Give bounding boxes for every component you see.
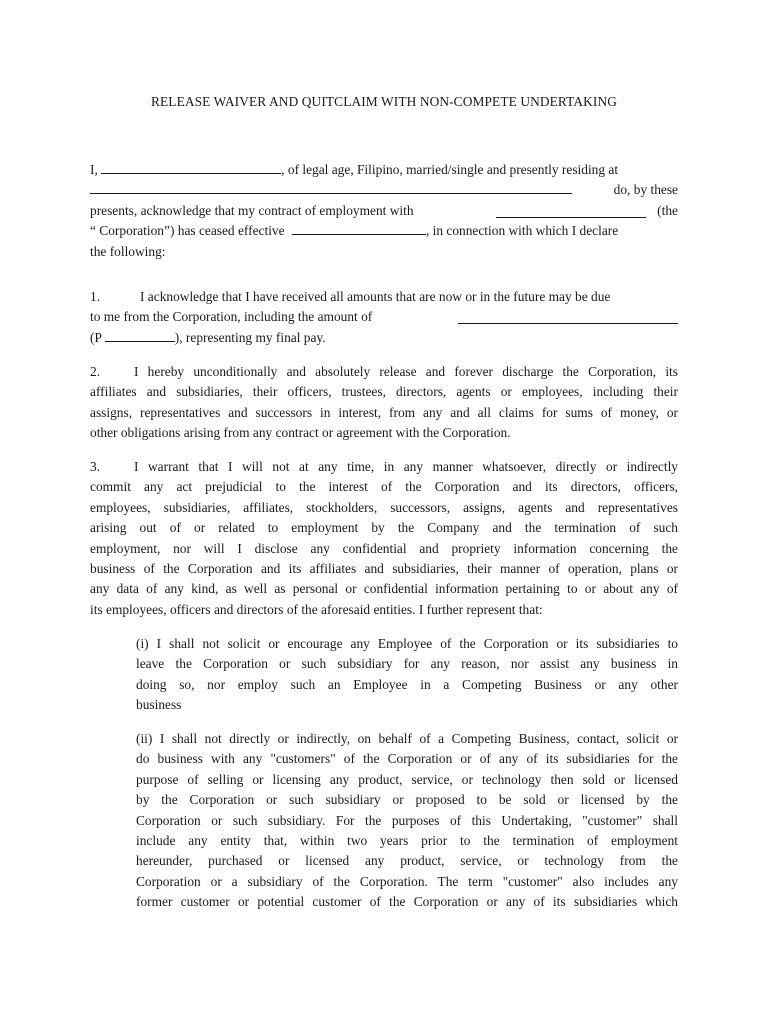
subclause-ii-line: Corporation or such subsidiary. For the purposes of this Undertaking, "customer" shall <box>136 812 678 828</box>
paragraph-number: 3. <box>90 459 101 474</box>
paragraph-number: 2. <box>90 364 101 379</box>
effective-date-blank-field[interactable] <box>292 221 426 235</box>
para3-line: employment, nor will I disclose any confidential and propriety information concerning the <box>90 540 678 556</box>
subclause-ii-line: Corporation or a subsidiary of the Corporation. The term "customer" also includes any <box>136 873 678 889</box>
intro-text: “ Corporation”) has ceased effective <box>90 223 285 239</box>
intro-line-1 <box>90 160 678 180</box>
para1-text: to me from the Corporation, including the amount of <box>90 309 373 325</box>
subclause-i-line: (i) I shall not solicit or encourage any Employee of the Corporation or its subsidiaries to <box>136 636 678 651</box>
para1-text: (P <box>90 329 102 345</box>
intro-line-3 <box>90 201 678 221</box>
para3-line: any data of any kind, as well as personal or confidential information pertaining to or about any of <box>90 581 678 597</box>
name-blank-field[interactable] <box>101 160 281 174</box>
para2-line: other obligations arising from any contract or agreement with the Corporation. <box>90 425 511 441</box>
address-blank-field[interactable] <box>90 180 572 194</box>
para3-line <box>90 457 678 477</box>
intro-text: (the <box>657 202 678 218</box>
paragraph-2 <box>90 362 678 444</box>
subclause-i <box>136 634 678 716</box>
subclause-ii-line: hereunder, purchased or licensed any product, service, or technology from the <box>136 853 678 869</box>
intro-text: I, <box>90 162 98 177</box>
subclause-ii-line: (ii) I shall not directly or indirectly, on behalf of a Competing Business, contact, solicit or <box>136 731 678 746</box>
intro-text: do, by these <box>613 182 678 198</box>
document-title: RELEASE WAIVER AND QUITCLAIM WITH NON-COMPETE UNDERTAKING <box>150 94 617 109</box>
peso-amount-blank-field[interactable] <box>105 328 175 342</box>
subclause-ii-line: former customer or potential customer of the Corporation or any of its subsidiaries which <box>136 894 678 910</box>
paragraph-3 <box>90 457 678 620</box>
subclause-ii-line: purpose of selling or licensing any product, service, or technology then sold or licensed <box>136 771 678 787</box>
para3-text: I warrant that I will not at any time, in any manner whatsoever, directly or indirectly <box>134 459 678 474</box>
para1-line-1 <box>90 287 678 307</box>
para2-line <box>90 362 678 382</box>
para3-line: arising out of or related to employment by the Company and the termination of such <box>90 520 678 536</box>
paragraph-1 <box>90 287 678 348</box>
para1-text: ), representing my final pay. <box>174 329 326 345</box>
para1-line-2 <box>90 307 678 327</box>
para2-text: I hereby unconditionally and absolutely release and forever discharge the Corporation, its <box>134 364 678 379</box>
para3-line: commit any act prejudicial to the interest of the Corporation and its directors, officers, <box>90 479 678 495</box>
intro-line-5: the following: <box>90 243 166 259</box>
subclause-ii-line: by the Corporation or such subsidiary or proposed to be sold or licensed by the <box>136 792 678 808</box>
subclause-ii-line: do business with any "customers" of the Corporation or of any of its subsidiaries for the <box>136 751 678 767</box>
employer-blank-field[interactable] <box>496 204 646 218</box>
amount-blank-field[interactable] <box>458 310 678 324</box>
intro-text: , in connection with which I declare <box>425 223 619 239</box>
para2-line: affiliates and subsidiaries, their officers, trustees, directors, agents or employees, including their <box>90 384 678 400</box>
para3-line: business of the Corporation and its affiliates and subsidiaries, their manner of operation, plans or <box>90 561 678 577</box>
intro-paragraph <box>90 160 678 262</box>
intro-line-4 <box>90 221 678 241</box>
subclause-i-line: leave the Corporation or such subsidiary for any reason, nor assist any business in <box>136 656 678 672</box>
intro-text: presents, acknowledge that my contract of employment with <box>90 202 414 218</box>
intro-line-2 <box>90 180 678 200</box>
subclause-i-line: business <box>136 697 182 713</box>
para3-line: employees, subsidiaries, affiliates, stockholders, successors, assigns, agents and representatives <box>90 499 678 515</box>
subclause-i-line: doing so, nor employ such an Employee in a Competing Business or any other <box>136 676 678 692</box>
intro-text: , of legal age, Filipino, married/single and presently residing at <box>281 162 619 177</box>
subclause-ii-line: include any entity that, within two years prior to the termination of employment <box>136 833 678 849</box>
para1-line-3 <box>90 328 678 348</box>
para2-line: assigns, representatives and successors in interest, from any and all claims for sums of money, or <box>90 404 678 420</box>
para3-line: its employees, officers and directors of the aforesaid entities. I further represent that: <box>90 601 543 617</box>
subclause-ii <box>136 729 678 913</box>
paragraph-number: 1. <box>90 289 101 304</box>
para1-text: I acknowledge that I have received all amounts that are now or in the future may be due <box>140 289 611 304</box>
